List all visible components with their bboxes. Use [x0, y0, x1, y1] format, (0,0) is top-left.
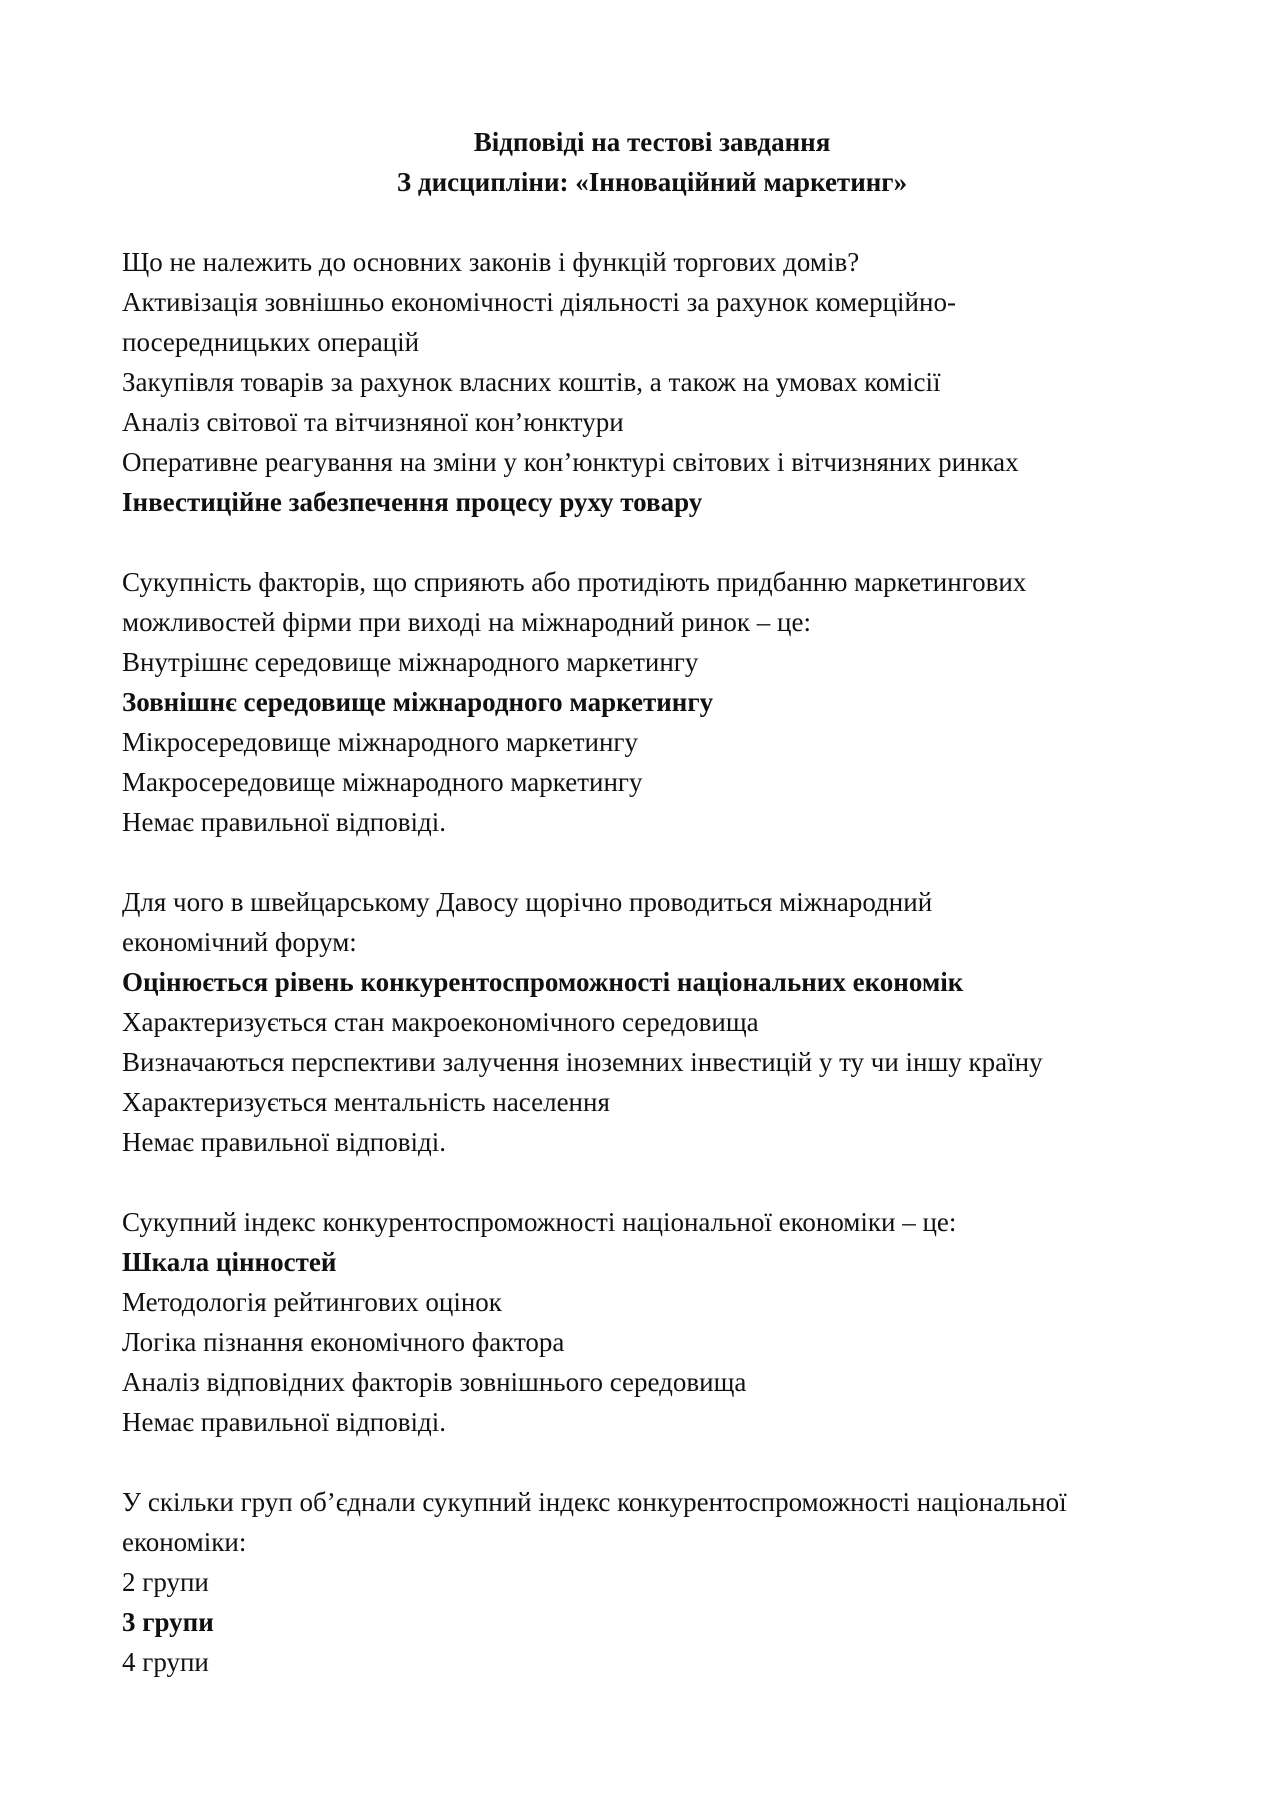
question-text: економіки:: [122, 1527, 247, 1557]
answer-option: Аналіз відповідних факторів зовнішнього середовища: [122, 1367, 747, 1397]
answer-option: Логіка пізнання економічного фактора: [122, 1327, 565, 1357]
answer-option: Оперативне реагування на зміни у кон’юнктурі світових і вітчизняних ринках: [122, 447, 1019, 477]
block-spacer: [122, 842, 1222, 882]
answer-option-correct: Оцінюється рівень конкурентоспроможності національних економік: [122, 967, 964, 997]
block-spacer: [122, 1442, 1222, 1482]
document-title: [122, 122, 1182, 202]
question-block: [122, 562, 1222, 842]
question-text: Сукупний індекс конкурентоспроможності національної економіки – це:: [122, 1207, 957, 1237]
question-block: [122, 1202, 1222, 1442]
title-line-2: З дисципліни: «Інноваційний маркетинг»: [396, 167, 908, 197]
question-text: можливостей фірми при виході на міжнародний ринок – це:: [122, 607, 811, 637]
question-list: [122, 202, 1222, 1682]
answer-option: Характеризується стан макроекономічного середовища: [122, 1007, 759, 1037]
document-page: [122, 122, 1222, 1682]
question-block: [122, 1482, 1222, 1682]
answer-option: Мікросередовище міжнародного маркетингу: [122, 727, 639, 757]
answer-option: Немає правильної відповіді.: [122, 1407, 446, 1437]
question-text: У скільки груп об’єднали сукупний індекс конкурентоспроможності національної: [122, 1487, 1067, 1517]
block-spacer: [122, 522, 1222, 562]
block-spacer: [122, 1162, 1222, 1202]
block-spacer: [122, 202, 1222, 242]
answer-option: 2 групи: [122, 1567, 209, 1597]
question-block: [122, 882, 1222, 1162]
answer-option: Характеризується ментальність населення: [122, 1087, 610, 1117]
question-text: економічний форум:: [122, 927, 357, 957]
question-text: Сукупність факторів, що сприяють або протидіють придбанню маркетингових: [122, 567, 1027, 597]
answer-option: Немає правильної відповіді.: [122, 1127, 446, 1157]
answer-option-correct: Зовнішнє середовище міжнародного маркетингу: [122, 687, 714, 717]
answer-option: Активізація зовнішньо економічності діяльності за рахунок комерційно-: [122, 287, 956, 317]
question-text: Для чого в швейцарському Давосу щорічно проводиться міжнародний: [122, 887, 933, 917]
answer-option: Макросередовище міжнародного маркетингу: [122, 767, 643, 797]
answer-option-correct: Інвестиційне забезпечення процесу руху товару: [122, 487, 703, 517]
answer-option: Методологія рейтингових оцінок: [122, 1287, 502, 1317]
question-block: [122, 242, 1222, 522]
answer-option-correct: Шкала цінностей: [122, 1247, 337, 1277]
answer-option: Закупівля товарів за рахунок власних коштів, а також на умовах комісії: [122, 367, 941, 397]
answer-option: Аналіз світової та вітчизняної кон’юнктури: [122, 407, 624, 437]
answer-option: Визначаються перспективи залучення іноземних інвестицій у ту чи іншу країну: [122, 1047, 1043, 1077]
answer-option-correct: 3 групи: [122, 1607, 214, 1637]
question-text: Що не належить до основних законів і функцій торгових домів?: [122, 247, 860, 277]
answer-option: посередницьких операцій: [122, 327, 420, 357]
answer-option: Внутрішнє середовище міжнародного маркетингу: [122, 647, 699, 677]
answer-option: 4 групи: [122, 1647, 209, 1677]
title-line-1: Відповіді на тестові завдання: [473, 127, 831, 157]
answer-option: Немає правильної відповіді.: [122, 807, 446, 837]
